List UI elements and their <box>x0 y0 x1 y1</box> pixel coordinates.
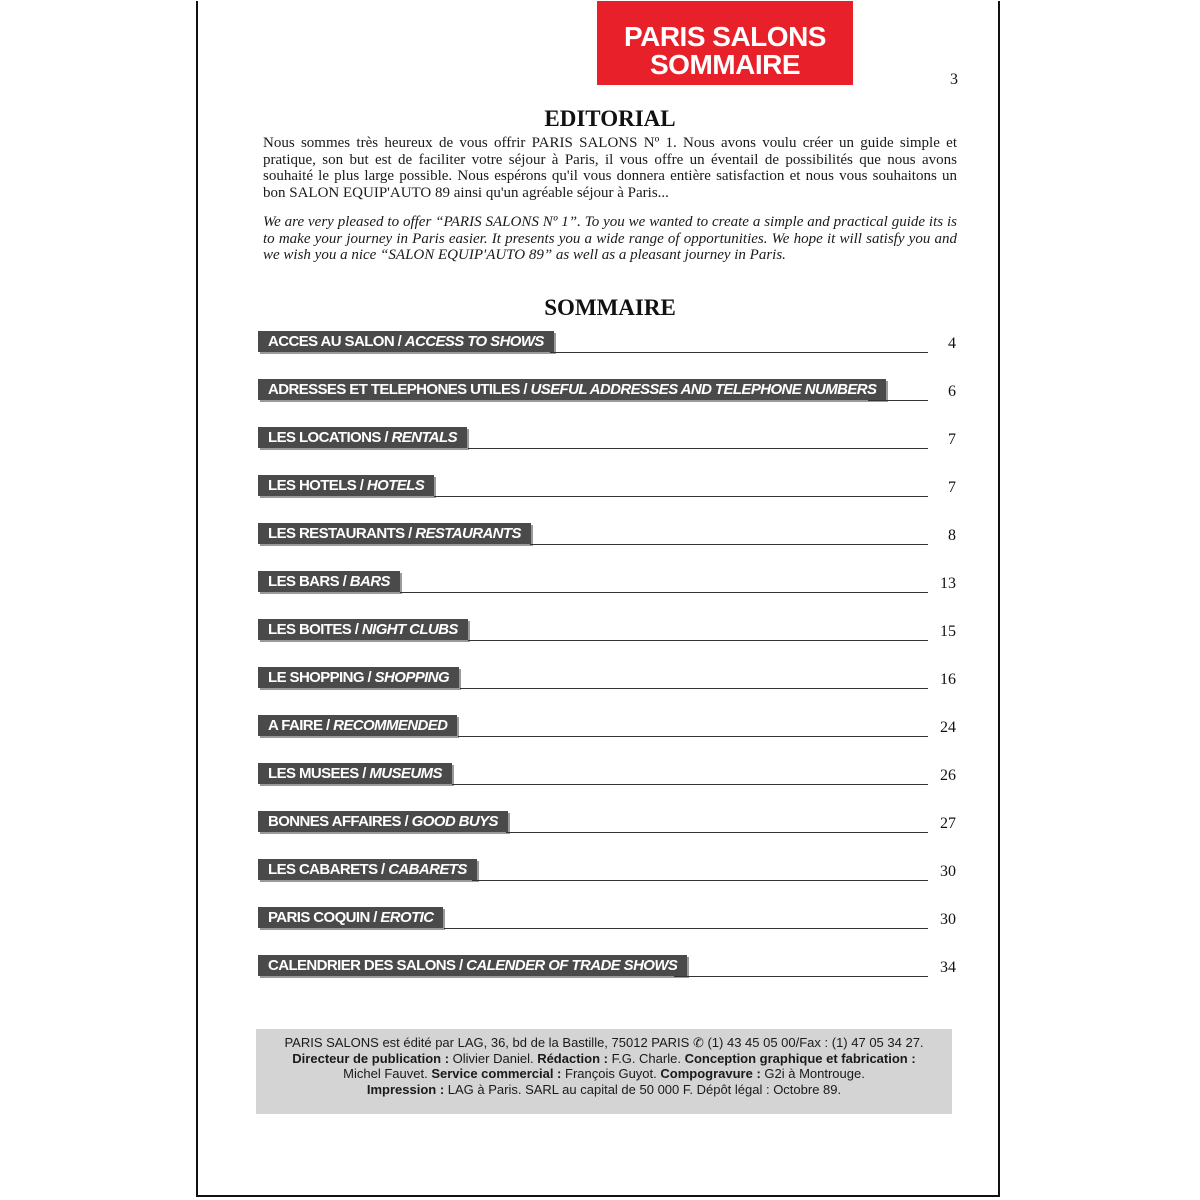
credits-line-4 <box>264 1082 944 1098</box>
publication-credits <box>256 1029 952 1114</box>
toc-item-good-buys[interactable] <box>258 811 956 835</box>
toc-item-label-fr: LES CABARETS / <box>268 861 389 878</box>
toc-item-page: 16 <box>940 671 956 688</box>
director-label: Directeur de publication : <box>292 1050 450 1066</box>
publisher-line: PARIS SALONS est édité par LAG, 36, bd de la Bastille, 75012 PARIS ✆ (1) 43 45 05 00/Fax : (1) 47 05 34 27. <box>284 1035 924 1050</box>
header-line-1: PARIS SALONS <box>624 21 826 52</box>
toc-leader-line <box>550 352 928 353</box>
toc-item-label-en: HOTELS <box>366 477 425 494</box>
toc-item-page: 6 <box>948 383 956 400</box>
redaction-label: Rédaction : <box>537 1050 608 1066</box>
toc-item-label-en: CALENDER OF TRADE SHOWS <box>466 957 678 974</box>
editorial-french-text: Nous sommes très heureux de vous offrir PARIS SALONS Nº 1. Nous avons voulu créer un guide simple et pratique, son but est de faciliter votre séjour à Paris, il vous offre un éventail de possibilités que nous avons souhaité le plus large possible. Nous espérons qu'il vous donnera entière satisfaction et nous vous souhaitons un bon SALON EQUIP'AUTO 89 ainsi qu'un agréable séjour à Paris... <box>263 135 957 201</box>
page-number: 3 <box>950 71 958 88</box>
toc-item-hotels[interactable] <box>258 475 956 499</box>
toc-item-label-fr: LES LOCATIONS / <box>268 429 392 446</box>
toc-item-bars[interactable] <box>258 571 956 595</box>
toc-item-trade-shows[interactable] <box>258 955 956 979</box>
toc-item-label-en: CABARETS <box>388 861 467 878</box>
toc-item-page: 15 <box>940 623 956 640</box>
toc-item-label-fr: BONNES AFFAIRES / <box>268 813 412 830</box>
toc-item-label <box>258 811 508 832</box>
toc-item-page: 7 <box>948 479 956 496</box>
toc-item-label-en: GOOD BUYS <box>411 813 498 830</box>
toc-leader-line <box>506 832 928 833</box>
toc-item-label-fr: ADRESSES ET TELEPHONES UTILES / <box>268 381 531 398</box>
toc-item-label-fr: LES MUSEES / <box>268 765 370 782</box>
toc-item-label <box>258 955 687 976</box>
toc-item-label-en: BARS <box>349 573 390 590</box>
toc-item-label-en: EROTIC <box>380 909 434 926</box>
toc-item-label <box>258 331 554 352</box>
toc-leader-line <box>434 496 928 497</box>
toc-item-label <box>258 619 468 640</box>
toc-item-label-en: RENTALS <box>391 429 457 446</box>
toc-item-page: 27 <box>940 815 956 832</box>
toc-item-access[interactable] <box>258 331 956 355</box>
toc-item-label <box>258 379 886 400</box>
toc-item-label-en: RECOMMENDED <box>333 717 448 734</box>
toc-item-erotic[interactable] <box>258 907 956 931</box>
toc-leader-line <box>452 784 928 785</box>
header-line-2: SOMMAIRE <box>650 49 800 80</box>
toc-leader-line <box>468 448 928 449</box>
toc-leader-line <box>468 640 928 641</box>
toc-item-cabarets[interactable] <box>258 859 956 883</box>
toc-item-label <box>258 907 443 928</box>
toc-item-label-en: NIGHT CLUBS <box>361 621 458 638</box>
toc-item-shopping[interactable] <box>258 667 956 691</box>
table-of-contents <box>198 1 998 1195</box>
toc-item-label-fr: A FAIRE / <box>268 717 334 734</box>
compogravure-label: Compogravure : <box>660 1066 761 1081</box>
editorial-title: EDITORIAL <box>544 106 676 131</box>
toc-item-night-clubs[interactable] <box>258 619 956 643</box>
toc-item-label-fr: PARIS COQUIN / <box>268 909 381 926</box>
toc-item-label <box>258 427 467 448</box>
toc-item-rentals[interactable] <box>258 427 956 451</box>
toc-item-page: 4 <box>948 335 956 352</box>
toc-item-label <box>258 523 531 544</box>
toc-leader-line <box>674 976 928 977</box>
toc-item-label <box>258 859 477 880</box>
impression-text: LAG à Paris. SARL au capital de 50 000 F. Dépôt légal : Octobre 89. <box>444 1081 842 1097</box>
toc-item-page: 24 <box>940 719 956 736</box>
document-page <box>196 1 1000 1197</box>
toc-item-label <box>258 475 434 496</box>
toc-leader-line <box>458 736 928 737</box>
toc-item-label <box>258 715 457 736</box>
toc-item-label-fr: CALENDRIER DES SALONS / <box>268 957 467 974</box>
toc-item-page: 13 <box>940 575 956 592</box>
credits-line-2 <box>264 1051 944 1067</box>
director-name: Olivier Daniel. <box>449 1050 538 1066</box>
toc-item-page: 26 <box>940 767 956 784</box>
toc-item-restaurants[interactable] <box>258 523 956 547</box>
conception-name: Michel Fauvet. <box>343 1066 432 1081</box>
toc-item-label <box>258 667 459 688</box>
impression-label: Impression : <box>366 1081 445 1097</box>
toc-item-label-fr: LES BOITES / <box>268 621 362 638</box>
toc-item-label-fr: LES HOTELS / <box>268 477 367 494</box>
toc-item-label <box>258 763 452 784</box>
toc-leader-line <box>472 880 928 881</box>
toc-item-museums[interactable] <box>258 763 956 787</box>
redaction-name: F.G. Charle. <box>607 1050 685 1066</box>
editorial-english-text: We are very pleased to offer “PARIS SALONS Nº 1”. To you we wanted to create a simple and practical guide its is to make your journey in Paris easier. It presents you a wide range of opportunities. We hope it will satisfy you and we wish you a nice “SALON EQUIP'AUTO 89” as well as a pleasant journey in Paris. <box>263 214 957 263</box>
commercial-name: François Guyot. <box>561 1066 661 1081</box>
toc-item-label-fr: LES BARS / <box>268 573 350 590</box>
toc-leader-line <box>868 400 928 401</box>
toc-item-page: 34 <box>940 959 956 976</box>
toc-leader-line <box>400 592 928 593</box>
toc-leader-line <box>530 544 928 545</box>
toc-leader-line <box>444 928 928 929</box>
commercial-label: Service commercial : <box>431 1066 562 1081</box>
toc-item-label-fr: LES RESTAURANTS / <box>268 525 416 542</box>
credits-line-3 <box>264 1066 944 1082</box>
toc-item-label-fr: LE SHOPPING / <box>268 669 375 686</box>
conception-label: Conception graphique et fabrication : <box>684 1050 916 1066</box>
compogravure-name: G2i à Montrouge. <box>760 1066 865 1081</box>
toc-item-label-fr: ACCES AU SALON / <box>268 333 405 350</box>
toc-leader-line <box>460 688 928 689</box>
toc-item-label-en: RESTAURANTS <box>415 525 521 542</box>
toc-item-addresses[interactable] <box>258 379 956 403</box>
toc-item-label <box>258 571 400 592</box>
toc-item-page: 30 <box>940 911 956 928</box>
toc-item-label-en: MUSEUMS <box>369 765 442 782</box>
toc-item-page: 8 <box>948 527 956 544</box>
toc-item-page: 30 <box>940 863 956 880</box>
toc-item-label-en: USEFUL ADDRESSES AND TELEPHONE NUMBERS <box>530 381 877 398</box>
sommaire-title: SOMMAIRE <box>544 295 676 320</box>
toc-item-recommended[interactable] <box>258 715 956 739</box>
toc-item-label-en: ACCESS TO SHOWS <box>404 333 544 350</box>
toc-item-label-en: SHOPPING <box>374 669 450 686</box>
toc-item-page: 7 <box>948 431 956 448</box>
